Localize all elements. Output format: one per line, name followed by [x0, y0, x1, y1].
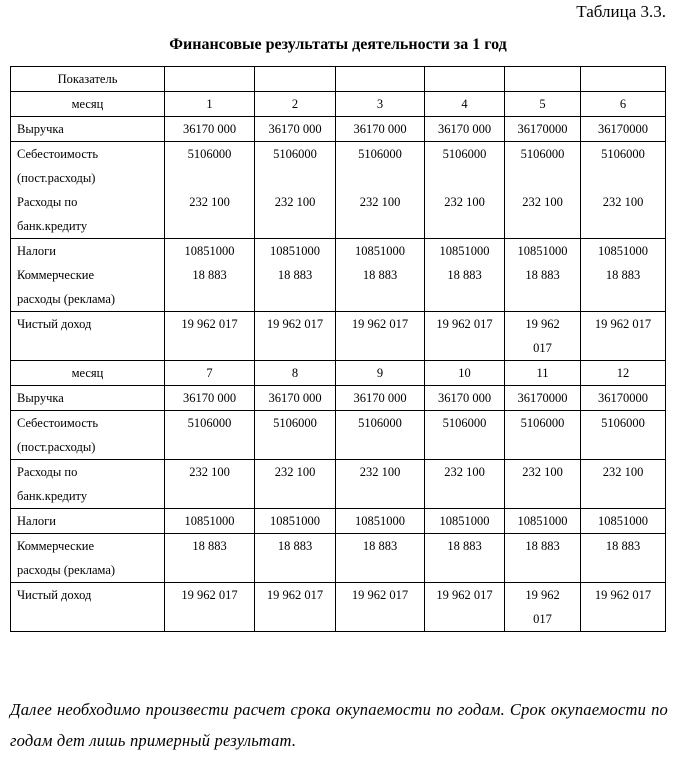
- cell-value: 36170 000: [182, 122, 237, 136]
- cell-value: 36170 000: [268, 391, 322, 405]
- cell-value: 232 100: [189, 195, 230, 209]
- table-cell: [165, 312, 255, 361]
- month-row: [11, 361, 666, 386]
- table-cell: [336, 142, 425, 239]
- table-cell: [255, 460, 336, 509]
- row-label-line: Налоги: [17, 514, 56, 528]
- table-cell: [165, 583, 255, 632]
- table-cell: [336, 117, 425, 142]
- cell-value: 5106000: [273, 147, 317, 161]
- cell-value: 5106000: [601, 416, 645, 430]
- table-number: Таблица 3.3.: [576, 2, 666, 21]
- cell-value: 19 962 017: [594, 317, 652, 331]
- cell-value: 36170000: [598, 122, 648, 136]
- row-label-line: Себестоимость: [17, 147, 99, 161]
- cell-value: 5106000: [187, 147, 232, 161]
- cell-value: 5106000: [442, 147, 487, 161]
- table-cell: [581, 239, 666, 312]
- cell-value: 5106000: [187, 416, 232, 430]
- month-number: 3: [336, 92, 425, 117]
- cell-value: 10851000: [184, 514, 235, 528]
- cell-value: 232 100: [274, 465, 316, 479]
- financial-results-table: [10, 66, 666, 632]
- table-cell: [165, 239, 255, 312]
- month-number: 5: [505, 92, 581, 117]
- cell-value: 19 962 017: [594, 588, 652, 602]
- row-label-line: (пост.расходы): [17, 440, 96, 454]
- row-label: [11, 509, 165, 534]
- table-cell: [336, 534, 425, 583]
- cell-value: 18 883: [447, 268, 482, 282]
- cell-value: 18 883: [605, 539, 641, 553]
- body-paragraph: Далее необходимо произвести расчет срока окупаемости по годам. Срок окупаемости по годам дет лишь примерный результат.: [10, 700, 668, 750]
- cell-value: 19 962 017: [351, 588, 409, 602]
- cell-value: 232 100: [359, 465, 401, 479]
- cell-value: 232 100: [359, 195, 401, 209]
- cell-value: 10851000: [184, 244, 235, 258]
- table-cell: [336, 460, 425, 509]
- table-cell: [425, 239, 505, 312]
- cell-value: 232 100: [444, 195, 485, 209]
- table-row: [11, 117, 666, 142]
- cell-value: 10851000: [439, 244, 490, 258]
- table-cell: [505, 460, 581, 509]
- table-cell: [255, 583, 336, 632]
- table-cell: [165, 386, 255, 411]
- table-cell: [505, 142, 581, 239]
- table-cell: [255, 534, 336, 583]
- cell-value: 10851000: [598, 514, 648, 528]
- cell-value: 5106000: [520, 416, 565, 430]
- cell-value: 19 962 017: [351, 317, 409, 331]
- row-label: [11, 411, 165, 460]
- month-header: месяц: [11, 361, 165, 386]
- table-cell: [505, 239, 581, 312]
- cell-value: 36170 000: [182, 391, 237, 405]
- indicator-header: Показатель: [11, 67, 165, 92]
- table-cell: [255, 411, 336, 460]
- cell-value: 10851000: [355, 514, 405, 528]
- table-row: [11, 312, 666, 361]
- cell-value: 18 883: [605, 268, 641, 282]
- cell-value: 5106000: [358, 147, 402, 161]
- month-number: 7: [165, 361, 255, 386]
- row-label-line: Коммерческие: [17, 268, 95, 282]
- cell-value: 232 100: [444, 465, 485, 479]
- table-row: [11, 142, 666, 239]
- cell-value: 5106000: [520, 147, 565, 161]
- cell-value: 36170 000: [437, 391, 492, 405]
- table-cell: [581, 386, 666, 411]
- table-cell: [505, 117, 581, 142]
- cell-value: 18 883: [525, 539, 560, 553]
- cell-value: 232 100: [602, 465, 644, 479]
- table-cell: [581, 117, 666, 142]
- row-label: [11, 239, 165, 312]
- table-cell: [255, 509, 336, 534]
- row-label: [11, 142, 165, 239]
- row-label-line: расходы (реклама): [17, 292, 116, 306]
- cell-value: 36170 000: [437, 122, 492, 136]
- table-cell: [425, 509, 505, 534]
- cell-value: [257, 166, 333, 190]
- table-row: [11, 411, 666, 460]
- cell-value: 10851000: [270, 514, 320, 528]
- table-cell: [255, 386, 336, 411]
- row-label: [11, 460, 165, 509]
- cell-value: [338, 166, 422, 190]
- cell-value: 18 883: [277, 268, 313, 282]
- row-label-line: Себестоимость: [17, 416, 99, 430]
- table-cell: [505, 312, 581, 361]
- row-label-line: Выручка: [17, 391, 64, 405]
- row-label: [11, 534, 165, 583]
- cell-value: 18 883: [362, 539, 398, 553]
- table-cell: [336, 411, 425, 460]
- table-cell: [425, 534, 505, 583]
- table-cell: [505, 411, 581, 460]
- table-cell: [581, 142, 666, 239]
- table-cell: [505, 386, 581, 411]
- cell-value: 10851000: [517, 514, 568, 528]
- row-label-line: Чистый доход: [17, 588, 92, 602]
- cell-value: 5106000: [358, 416, 402, 430]
- month-number: 1: [165, 92, 255, 117]
- table-cell: [336, 509, 425, 534]
- cell-value: 18 883: [362, 268, 398, 282]
- cell-value: 10851000: [517, 244, 568, 258]
- month-number: 8: [255, 361, 336, 386]
- month-number: 11: [505, 361, 581, 386]
- cell-value: [167, 166, 252, 190]
- table-cell: [255, 117, 336, 142]
- table-cell: [425, 411, 505, 460]
- cell-value: 017: [533, 341, 552, 355]
- month-number: 4: [425, 92, 505, 117]
- cell-value: 232 100: [522, 195, 563, 209]
- cell-value: 19 962: [525, 588, 560, 602]
- table-cell: [165, 117, 255, 142]
- table-cell: [425, 142, 505, 239]
- cell-value: 19 962: [525, 317, 560, 331]
- table-cell: [255, 312, 336, 361]
- table-cell: [581, 411, 666, 460]
- row-label-line: Расходы по: [17, 465, 78, 479]
- table-cell: [165, 534, 255, 583]
- table-cell: [581, 509, 666, 534]
- row-label: [11, 312, 165, 361]
- table-row: [11, 460, 666, 509]
- row-label-line: Коммерческие: [17, 539, 95, 553]
- row-label: [11, 117, 165, 142]
- month-header: месяц: [11, 92, 165, 117]
- month-number: 6: [581, 92, 666, 117]
- table-cell: [336, 312, 425, 361]
- table-row: [11, 583, 666, 632]
- cell-value: 232 100: [274, 195, 316, 209]
- cell-value: 5106000: [273, 416, 317, 430]
- table-cell: [336, 239, 425, 312]
- row-label-line: Расходы по: [17, 195, 78, 209]
- cell-value: 18 883: [525, 268, 560, 282]
- table-cell: [505, 583, 581, 632]
- cell-value: 18 883: [192, 268, 227, 282]
- table-cell: [425, 583, 505, 632]
- cell-value: 19 962 017: [436, 588, 493, 602]
- cell-value: 232 100: [602, 195, 644, 209]
- cell-value: 19 962 017: [266, 317, 324, 331]
- cell-value: 19 962 017: [266, 588, 324, 602]
- table-title: Финансовые результаты деятельности за 1 год: [169, 36, 507, 53]
- cell-value: 18 883: [277, 539, 313, 553]
- table-row: [11, 509, 666, 534]
- cell-value: 36170 000: [268, 122, 322, 136]
- cell-value: 19 962 017: [436, 317, 493, 331]
- table-cell: [336, 386, 425, 411]
- table-cell: [425, 386, 505, 411]
- cell-value: 19 962 017: [181, 588, 238, 602]
- row-label: [11, 386, 165, 411]
- table-cell: [165, 142, 255, 239]
- cell-value: 36170 000: [353, 391, 407, 405]
- cell-value: 36170000: [517, 391, 568, 405]
- cell-value: 36170 000: [353, 122, 407, 136]
- month-number: 10: [425, 361, 505, 386]
- table-cell: [505, 509, 581, 534]
- table-cell: [581, 312, 666, 361]
- table-cell: [425, 460, 505, 509]
- cell-value: 10851000: [355, 244, 405, 258]
- cell-value: [583, 166, 663, 190]
- row-label-line: Выручка: [17, 122, 64, 136]
- cell-value: 5106000: [601, 147, 645, 161]
- row-label: [11, 583, 165, 632]
- cell-value: [507, 166, 578, 190]
- table-row: [11, 534, 666, 583]
- table-cell: [165, 509, 255, 534]
- row-label-line: банк.кредиту: [17, 489, 88, 503]
- month-number: 9: [336, 361, 425, 386]
- cell-value: 232 100: [522, 465, 563, 479]
- table-row: [11, 386, 666, 411]
- cell-value: 36170000: [598, 391, 648, 405]
- cell-value: 18 883: [447, 539, 482, 553]
- table-cell: [255, 239, 336, 312]
- cell-value: 232 100: [189, 465, 230, 479]
- month-number: 2: [255, 92, 336, 117]
- table-cell: [425, 117, 505, 142]
- cell-value: 36170000: [517, 122, 568, 136]
- cell-value: 017: [533, 612, 552, 626]
- cell-value: 10851000: [270, 244, 320, 258]
- cell-value: 5106000: [442, 416, 487, 430]
- row-label-line: банк.кредиту: [17, 219, 88, 233]
- cell-value: 18 883: [192, 539, 227, 553]
- table-cell: [336, 583, 425, 632]
- cell-value: 10851000: [439, 514, 490, 528]
- table-cell: [581, 583, 666, 632]
- row-label-line: Чистый доход: [17, 317, 92, 331]
- table-cell: [425, 312, 505, 361]
- row-label-line: Налоги: [17, 244, 56, 258]
- row-label-line: расходы (реклама): [17, 563, 116, 577]
- cell-value: [427, 166, 502, 190]
- row-label-line: (пост.расходы): [17, 171, 96, 185]
- table-cell: [165, 411, 255, 460]
- table-cell: [165, 460, 255, 509]
- month-number: 12: [581, 361, 666, 386]
- table-cell: [581, 460, 666, 509]
- table-row: [11, 239, 666, 312]
- cell-value: 10851000: [598, 244, 648, 258]
- table-cell: [255, 142, 336, 239]
- cell-value: 19 962 017: [181, 317, 238, 331]
- table-cell: [581, 534, 666, 583]
- month-row: [11, 92, 666, 117]
- header-row-indicator: [11, 67, 666, 92]
- table-cell: [505, 534, 581, 583]
